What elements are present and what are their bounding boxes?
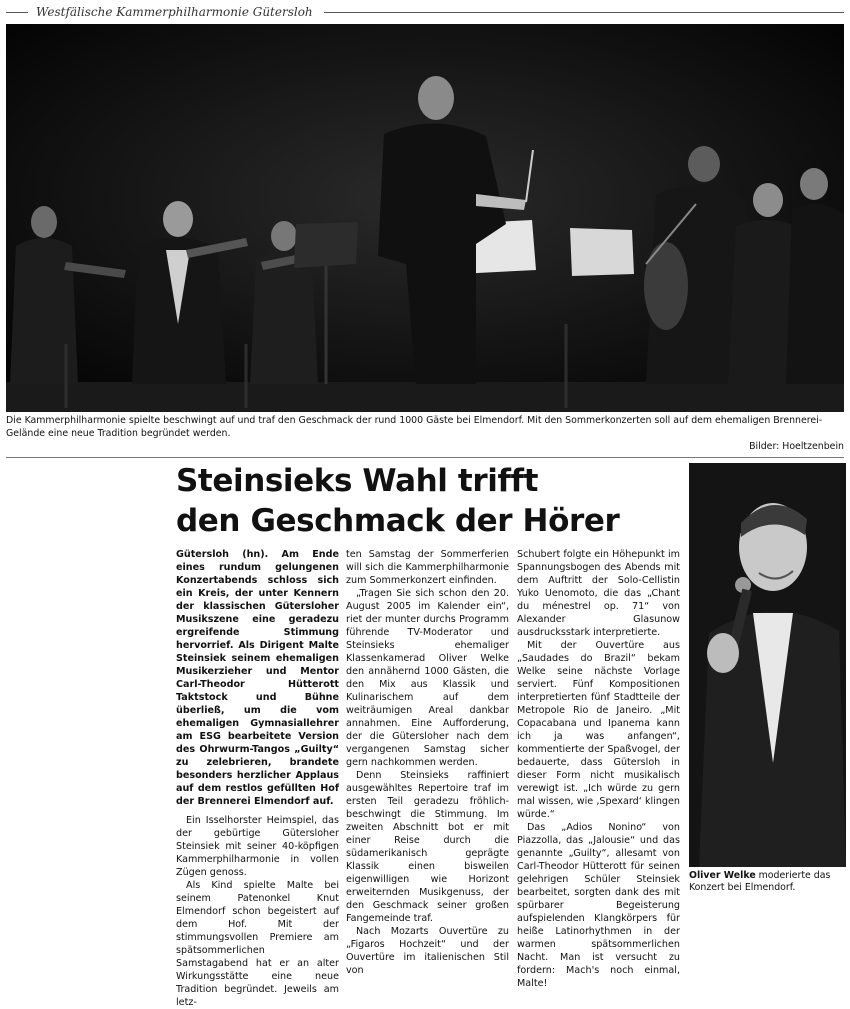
- article-paragraph: Denn Steinsieks raffiniert ausgewähltes Repertoire traf im ersten Teil geradezu fröhlich-beschwingt die Stimmung. Im zweiten Abschnitt bot er mit einer Reise durch die südamerikanisch geprägte Klassik einen bisweilen eigenwilligen wie Horizont erweiternden Musikgenuss, der den Geschmack seiner großen Fangemeinde traf.: [346, 770, 509, 924]
- section-title: Westfälische Kammerphilharmonie Gütersloh: [36, 5, 313, 19]
- caption-name: Oliver Welke: [689, 870, 756, 881]
- article-paragraph: ten Samstag der Sommerferien will sich die Kammerphilharmonie zum Sommerkonzert einfinden.: [346, 549, 509, 586]
- headline-line-1: Steinsieks Wahl trifft: [176, 463, 539, 499]
- article-headline: [176, 461, 676, 541]
- article-column-2: [346, 548, 509, 977]
- section-header: [6, 5, 844, 19]
- header-rule-left: [6, 12, 28, 13]
- article-paragraph: Das „Adios Nonino“ von Piazzolla, das „Jalousie“ und das genannte „Guilty“, allesamt von Carl-Theodor Hütterott für seinen gelehrigen Schüler Steinsiek bearbeitet, sorgten dank des mit spürbarer Begeisterung aufspielenden Klangkörpers für heiße Latinorhythmen in der warmen spätsommerlichen Nacht. Man ist versucht zu fordern: Mach's noch einmal, Malte!: [517, 822, 680, 989]
- orchestra-photo: [6, 24, 844, 412]
- article-paragraph: Nach Mozarts Ouvertüre zu „Figaros Hochzeit“ und der Ouvertüre im italienischen Stil von: [346, 926, 509, 976]
- article-paragraph: Mit der Ouvertüre aus „Saudades do Brazil“ bekam Welke seine nächste Vorlage serviert. Fünf Kompositionen interpretierten fünf Stadtteile der Metropole Rio de Janeiro. „Mit Copacabana und Ipanema kann ich ja was anfangen“, kommentierte der Spaßvogel, der bedauerte, dass Gütersloh in dieser Form nicht musikalisch verewigt ist. „Ich würde zu gern mal wissen, wie ‚Spexard‘ klingen würde.“: [517, 640, 680, 820]
- article-column-1: [176, 548, 339, 1009]
- headline-line-2: den Geschmack der Hörer: [176, 503, 620, 539]
- header-rule-right: [324, 12, 844, 13]
- caption-text: moderierte das Konzert bei Elmendorf.: [689, 870, 831, 893]
- article-lead: Gütersloh (hn). Am Ende eines rundum gelungenen Konzertabends schloss sich ein Kreis, der unter Kennern der klassischen Gütersloher Musikszene eine geradezu ergreifende Stimmung hervorrief. Als Dirigent Malte Steinsiek seinem ehemaligen Musikerzieher und Mentor Carl-Theodor Hütterott Taktstock und Bühne überließ, um die vom ehemaligen Gymnasiallehrer am ESG bearbeitete Version des Ohrwurm-Tangos „Guilty“ zu zelebrieren, brandete besonders herzlicher Applaus auf dem restlos gefüllten Hof der Brennerei Elmendorf auf.: [176, 549, 339, 807]
- article-paragraph: Ein Isselhorster Heimspiel, das der gebürtige Gütersloher Steinsiek mit seiner 40-köpfigen Kammerphilharmonie in vollen Zügen genoss.: [176, 815, 339, 878]
- article-column-3: [517, 548, 680, 990]
- article-paragraph: „Tragen Sie sich schon den 20. August 2005 im Kalender ein“, riet der munter durchs Programm führende TV-Moderator und Steinsieks ehemaliger Klassenkamerad Oliver Welke den annähernd 1000 Gästen, die den Mix aus Klassik und Kulinarischem auf dem weiträumigen Areal dankbar annahmen. Eine Aufforderung, der die Gütersloher nach dem vergangenen Samstag sicher gern nachkommen werden.: [346, 588, 509, 768]
- photo-caption: Die Kammerphilharmonie spielte beschwingt auf und traf den Geschmack der rund 1000 Gäste bei Elmendorf. Mit den Sommerkonzerten soll auf dem ehemaligen Brennerei-Gelände eine neue Tradition begründet werden.: [6, 415, 823, 439]
- photo-credit: Bilder: Hoeltzenbein: [749, 441, 844, 452]
- moderator-photo: [689, 463, 846, 867]
- article-paragraph: Schubert folgte ein Höhepunkt im Spannungsbogen des Abends mit dem Auftritt der Solo-Cellistin Yuko Uenomoto, die das „Chant du ménestrel op. 71“ von Alexander Glasunow ausdrucksstark interpretierte.: [517, 549, 680, 638]
- caption-divider: [6, 457, 844, 458]
- article-paragraph: Als Kind spielte Malte bei seinem Patenonkel Knut Elmendorf schon begeistert auf dem Hof. Mit der stimmungsvollen Premiere am spätsommerlichen Samstagabend hat er an alter Wirkungsstätte eine neue Tradition begründet. Jeweils am letz-: [176, 880, 339, 1008]
- moderator-caption: [689, 870, 847, 894]
